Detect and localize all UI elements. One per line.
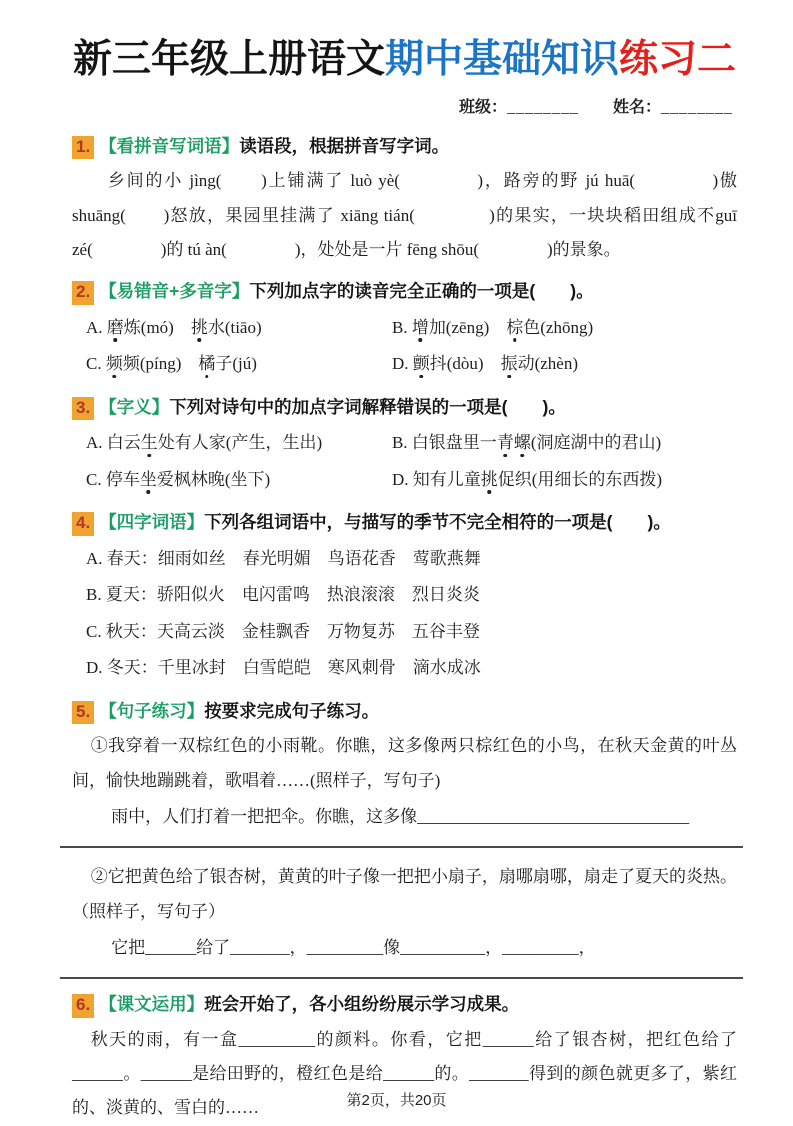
question-6-title: 班会开始了，各小组纷纷展示学习成果。	[204, 994, 520, 1015]
title-midterm-part: 期中基础知识	[384, 38, 619, 81]
question-4-number-badge: 4.	[72, 512, 94, 535]
option-b: B. 白银盘里一青螺(洞庭湖中的君山)	[391, 433, 662, 453]
question-5-part1-answer-blank: 雨中，人们打着一把把伞。你瞧，这多像________________________________	[111, 806, 690, 826]
question-6-number-badge: 6.	[72, 994, 94, 1017]
class-name-line	[72, 94, 733, 117]
question-6-tag: 【课文运用】	[99, 994, 205, 1015]
question-4-header	[72, 509, 737, 535]
question-5-part2-text: ②它把黄色给了银杏树，黄黄的叶子像一把把小扇子，扇哪扇哪，扇走了夏天的炎热。（照样子，写句子）	[72, 867, 737, 921]
option-d: D. 知有儿童挑促织(用细长的东西拨)	[391, 469, 663, 489]
option-b: B. 夏天：骄阳似火 电闪雷鸣 热浪滚滚 烈日炎炎	[86, 585, 480, 605]
option-d: D. 颤抖(dòu) 振动(zhèn)	[391, 354, 578, 374]
option-a: A. 磨炼(mó) 挑水(tiāo)	[86, 317, 262, 337]
question-2-title: 下列加点字的读音完全正确的一项是( )。	[249, 281, 594, 302]
question-5-header	[72, 698, 737, 724]
question-5-number-badge: 5.	[72, 701, 94, 724]
question-3-number-badge: 3.	[72, 397, 94, 420]
title-grade-part: 新三年级上册语文	[72, 38, 385, 81]
question-4-options	[72, 541, 737, 687]
class-blank: ________	[506, 99, 579, 116]
question-2-options	[72, 310, 737, 383]
question-3-options	[72, 425, 737, 498]
page-title	[72, 28, 737, 84]
option-b: B. 增加(zēng) 棕色(zhōng)	[391, 317, 594, 337]
question-1-number-badge: 1.	[72, 136, 94, 159]
question-5-tag: 【句子练习】	[99, 700, 205, 721]
question-6-header	[72, 991, 737, 1017]
question-3-title: 下列对诗句中的加点字词解释错误的一项是( )。	[169, 396, 566, 417]
question-2-section	[72, 278, 737, 382]
name-label: 姓名：	[612, 99, 661, 116]
question-1-title: 读语段，根据拼音写字词。	[239, 136, 450, 156]
option-a: A. 春天：细雨如丝 春光明媚 鸟语花香 莺歌燕舞	[86, 548, 481, 568]
section-divider	[60, 846, 743, 848]
option-d: D. 冬天：千里冰封 白雪皑皑 寒风刺骨 滴水成冰	[86, 658, 481, 678]
question-6-body: 秋天的雨，有一盒_________的颜料。你看，它把______给了银杏树，把红色给了______。______是给田野的，橙红色是给______的。_______得到的颜色就更多了，紫红的、淡黄的、雪白的……	[72, 1029, 737, 1118]
question-3-section	[72, 394, 737, 498]
question-3-tag: 【字义】	[99, 396, 170, 417]
question-5-part2-answer-blank: 它把______给了_______，_________像__________，_________，	[111, 937, 596, 957]
question-1-body: 乡间的小 jìng( )上铺满了 luò yè( )，路旁的野 jú huā( )傲shuāng( )怒放，果园里挂满了 xiāng tián( )的果实，一块块稻田组成不guī zé( )的 tú àn( )，处处是一片 fēng shōu( )的景象。	[72, 171, 737, 260]
question-2-tag: 【易错音+多音字】	[99, 281, 250, 302]
option-c: C. 频频(píng) 橘子(jú)	[86, 354, 257, 374]
question-4-section	[72, 509, 737, 687]
question-2-header	[72, 278, 737, 304]
page-number: 第2页，共20页	[346, 1092, 447, 1109]
question-4-title: 下列各组词语中，与描写的季节不完全相符的一项是( )。	[204, 512, 671, 533]
question-4-tag: 【四字词语】	[99, 512, 205, 533]
question-1-section	[72, 133, 737, 267]
option-c: C. 秋天：天高云淡 金桂飘香 万物复苏 五谷丰登	[86, 621, 480, 641]
class-label: 班级：	[458, 99, 507, 116]
question-1-tag: 【看拼音写词语】	[99, 136, 240, 156]
option-a: A. 白云生处有人家(产生，生出)	[86, 433, 323, 453]
option-c: C. 停车坐爱枫林晚(坐下)	[86, 469, 271, 489]
question-1-header	[72, 133, 737, 159]
question-3-header	[72, 394, 737, 420]
name-blank: ________	[661, 99, 733, 116]
title-exercise-part: 练习二	[619, 38, 737, 81]
question-5-title: 按要求完成句子练习。	[204, 700, 380, 721]
question-5-part1-text: ①我穿着一双棕红色的小雨靴。你瞧，这多像两只棕红色的小鸟，在秋天金黄的叶丛间，愉快地蹦跳着，歌唱着……(照样子，写句子)	[72, 736, 737, 790]
question-2-number-badge: 2.	[72, 281, 94, 304]
section-divider	[60, 977, 743, 979]
question-5-section	[72, 698, 737, 979]
